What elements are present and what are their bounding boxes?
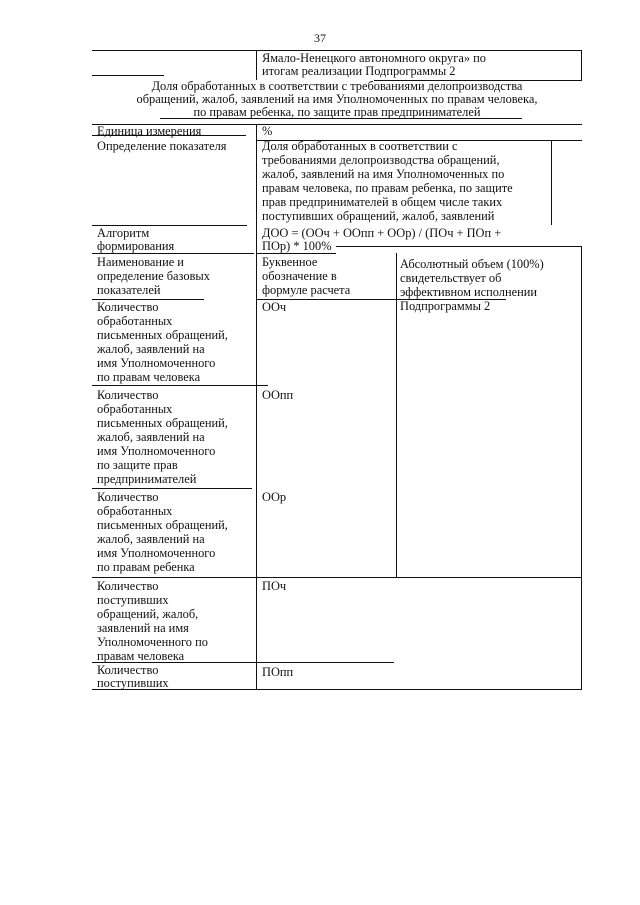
row-4-name-line-2: поступивших [97,593,169,607]
definition-rule-mid [256,124,257,253]
row-1-symbol: ООч [262,300,287,314]
definition-rule-right [551,140,552,225]
row-1-name-line-2: обработанных [97,314,173,328]
base-symbol-header-line-3: формуле расчета [262,283,351,297]
base-name-header-line-2: определение базовых [97,269,210,283]
base-note-line-4: Подпрограммы 2 [400,299,491,313]
indicator-title-line-2: обращений, жалоб, заявлений на имя Уполномоченных по правам человека, [136,92,538,106]
row-rule-3-right [396,577,582,578]
definition-line-3: жалоб, заявлений на имя Уполномоченных по [262,167,505,181]
row-2-name-line-4: жалоб, заявлений на [97,430,205,444]
base-name-header-line-1: Наименование и [97,255,184,269]
row-1-name-line-1: Количество [97,300,159,314]
row-3-name-line-6: по правам ребенка [97,560,195,574]
row-5-symbol: ПОпп [262,665,294,679]
base-col-rule-1 [256,253,257,689]
header-continuation-line-2: итогам реализации Подпрограммы 2 [262,64,456,78]
row-4-name-line-6: правам человека [97,649,185,663]
definition-line-4: правам человека, по правам ребенка, по защите [262,181,513,195]
row-2-name-line-7: предпринимателей [97,472,197,486]
algorithm-formula-line-1: ДОО = (ООч + ООпп + ООр) / (ПОч + ПОп + [262,226,502,240]
row-rule-3 [92,577,396,578]
row-4-symbol: ПОч [262,579,287,593]
row-5-name-line-1: Количество [97,663,159,677]
base-note-line-2: свидетельствует об [400,271,502,285]
row-4-name-line-1: Количество [97,579,159,593]
base-col-rule-2 [396,253,397,577]
row-3-symbol: ООр [262,490,287,504]
row-rule-2 [92,488,252,489]
row-rule-1 [92,385,268,386]
indicator-title-line-1: Доля обработанных в соответствии с требованиями делопроизводства [151,79,523,93]
row-5-name-line-2: поступивших [97,676,169,690]
header-continuation-line-1: Ямало-Ненецкого автономного округа» по [262,51,486,65]
row-2-name-line-6: по защите прав [97,458,178,472]
algorithm-label-line-2: формирования [97,239,175,253]
row-1-name-line-4: жалоб, заявлений на [97,342,205,356]
row-3-name-line-2: обработанных [97,504,173,518]
algorithm-formula-line-2: ПОр) * 100% [262,239,332,253]
definition-line-1: Доля обработанных в соответствии с [262,139,458,153]
row-4-name-line-3: обращений, жалоб, [97,607,199,621]
definition-line-5: прав предпринимателей в общем числе таких [262,195,503,209]
base-col-rule-3 [581,246,582,689]
definition-line-6: поступивших обращений, жалоб, заявлений [262,209,495,223]
row-3-name-line-4: жалоб, заявлений на [97,532,205,546]
row-1-name-line-6: по правам человека [97,370,201,384]
row-3-name-line-5: имя Уполномоченного [97,546,216,560]
unit-value: % [262,124,273,138]
base-symbol-header-line-2: обозначение в [262,269,337,283]
row-4-name-line-4: заявлений на имя [97,621,189,635]
row-2-name-line-5: имя Уполномоченного [97,444,216,458]
header-rule-left [92,75,164,76]
base-note-line-3: эффективном исполнении [400,285,538,299]
row-1-name-line-5: имя Уполномоченного [97,356,216,370]
row-2-name-line-2: обработанных [97,402,173,416]
unit-label: Единица измерения [97,124,202,138]
row-3-name-line-3: письменных обращений, [97,518,228,532]
indicator-title-line-3: по правам ребенка, по защите прав предпринимателей [193,105,481,119]
base-note-line-1: Абсолютный объем (100%) [400,257,544,271]
row-4-name-line-5: Уполномоченного по [97,635,208,649]
row-3-name-line-1: Количество [97,490,159,504]
row-2-name-line-3: письменных обращений, [97,416,228,430]
algorithm-label-line-1: Алгоритм [97,226,150,240]
column-rule-right [581,50,582,80]
base-symbol-header-line-1: Буквенное [262,255,318,269]
base-name-header-line-3: показателей [97,283,161,297]
algorithm-rule-mid [256,253,336,254]
definition-line-2: требованиями делопроизводства обращений, [262,153,500,167]
algorithm-rule-left [92,253,254,254]
page-number: 37 [314,31,326,45]
row-2-name-line-1: Количество [97,388,159,402]
column-rule-left [256,50,257,80]
definition-label: Определение показателя [97,139,227,153]
row-2-symbol: ООпп [262,388,294,402]
algorithm-rule-right [336,246,582,247]
row-1-name-line-3: письменных обращений, [97,328,228,342]
